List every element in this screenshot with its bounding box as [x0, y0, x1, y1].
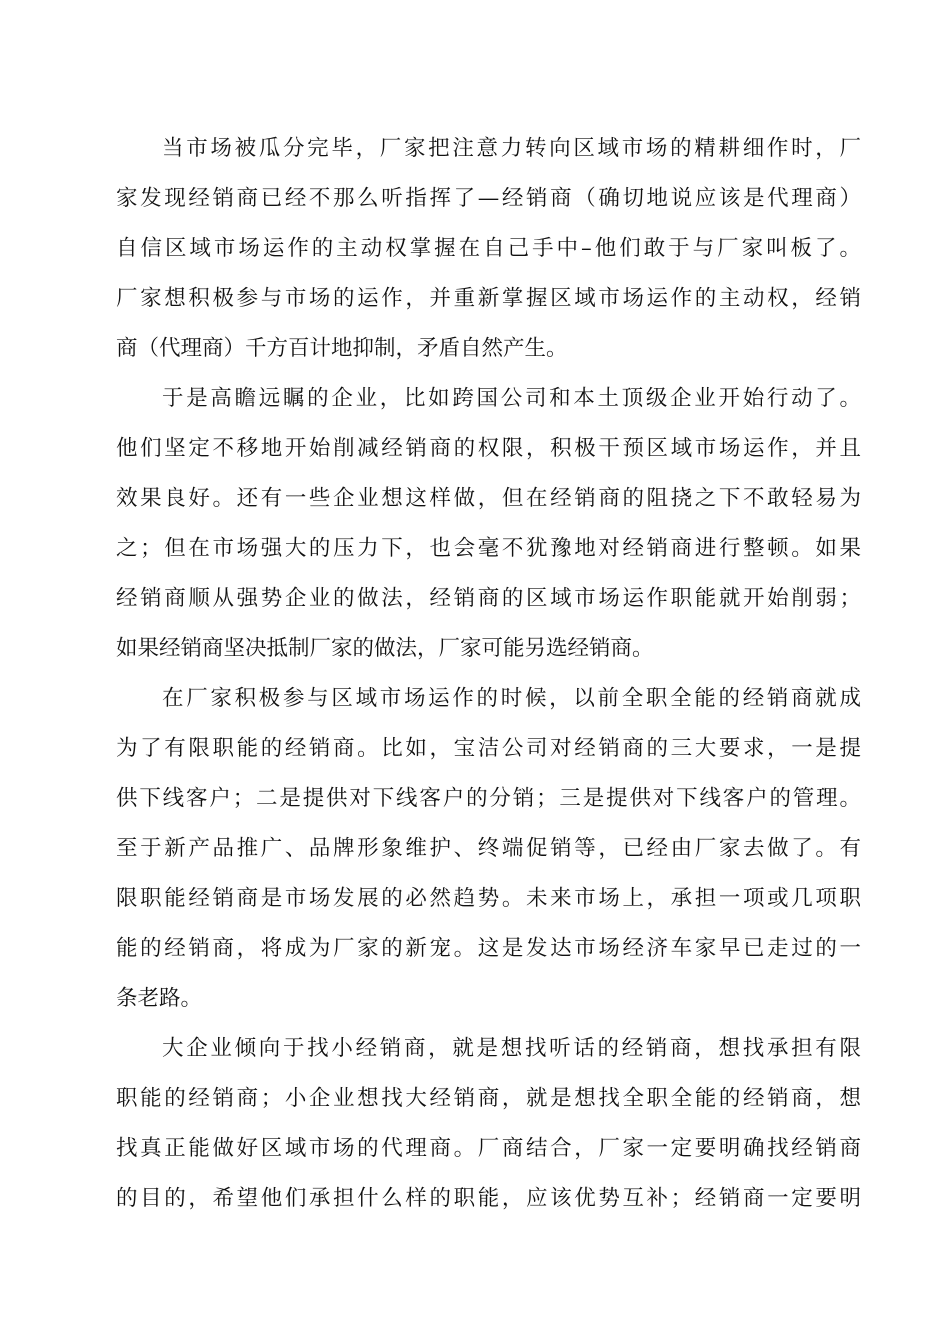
- paragraph-2-line-3: 效果良好。还有一些企业想这样做，但在经销商的阻挠之下不敢轻易为: [116, 486, 861, 511]
- paragraph-4-line-1: 大企业倾向于找小经销商，就是想找听话的经销商，想找承担有限: [162, 1036, 861, 1061]
- paragraph-4-line-3: 找真正能做好区域市场的代理商。厂商结合，厂家一定要明确找经销商: [116, 1136, 861, 1161]
- paragraph-3-line-5: 限职能经销商是市场发展的必然趋势。未来市场上，承担一项或几项职: [116, 886, 861, 911]
- paragraph-2-line-6: 如果经销商坚决抵制厂家的做法，厂家可能另选经销商。: [116, 636, 654, 661]
- paragraph-1-line-2: 家发现经销商已经不那么听指挥了—经销商（确切地说应该是代理商）: [116, 186, 861, 211]
- paragraph-1-line-3: 自信区域市场运作的主动权掌握在自己手中–他们敢于与厂家叫板了。: [116, 236, 861, 261]
- paragraph-4-line-4: 的目的，希望他们承担什么样的职能，应该优势互补；经销商一定要明: [116, 1186, 861, 1211]
- paragraph-2-line-5: 经销商顺从强势企业的做法，经销商的区域市场运作职能就开始削弱；: [116, 586, 861, 611]
- paragraph-1-line-1: 当市场被瓜分完毕，厂家把注意力转向区域市场的精耕细作时，厂: [162, 136, 861, 161]
- paragraph-3-line-7: 条老路。: [116, 986, 203, 1011]
- paragraph-1-line-5: 商（代理商）千方百计地抑制，矛盾自然产生。: [116, 336, 568, 361]
- paragraph-2-line-1: 于是高瞻远瞩的企业，比如跨国公司和本土顶级企业开始行动了。: [162, 386, 861, 411]
- paragraph-3-line-2: 为了有限职能的经销商。比如，宝洁公司对经销商的三大要求，一是提: [116, 736, 861, 761]
- paragraph-3-line-6: 能的经销商，将成为厂家的新宠。这是发达市场经济车家早已走过的一: [116, 936, 861, 961]
- paragraph-2-line-2: 他们坚定不移地开始削减经销商的权限，积极干预区域市场运作，并且: [116, 436, 861, 461]
- paragraph-3-line-4: 至于新产品推广、品牌形象维护、终端促销等，已经由厂家去做了。有: [116, 836, 861, 861]
- paragraph-1-line-4: 厂家想积极参与市场的运作，并重新掌握区域市场运作的主动权，经销: [116, 286, 861, 311]
- paragraph-3-line-1: 在厂家积极参与区域市场运作的时候，以前全职全能的经销商就成: [162, 686, 861, 711]
- paragraph-3-line-3: 供下线客户；二是提供对下线客户的分销；三是提供对下线客户的管理。: [116, 786, 861, 811]
- paragraph-4-line-2: 职能的经销商；小企业想找大经销商，就是想找全职全能的经销商，想: [116, 1086, 861, 1111]
- paragraph-2-line-4: 之；但在市场强大的压力下，也会毫不犹豫地对经销商进行整顿。如果: [116, 536, 861, 561]
